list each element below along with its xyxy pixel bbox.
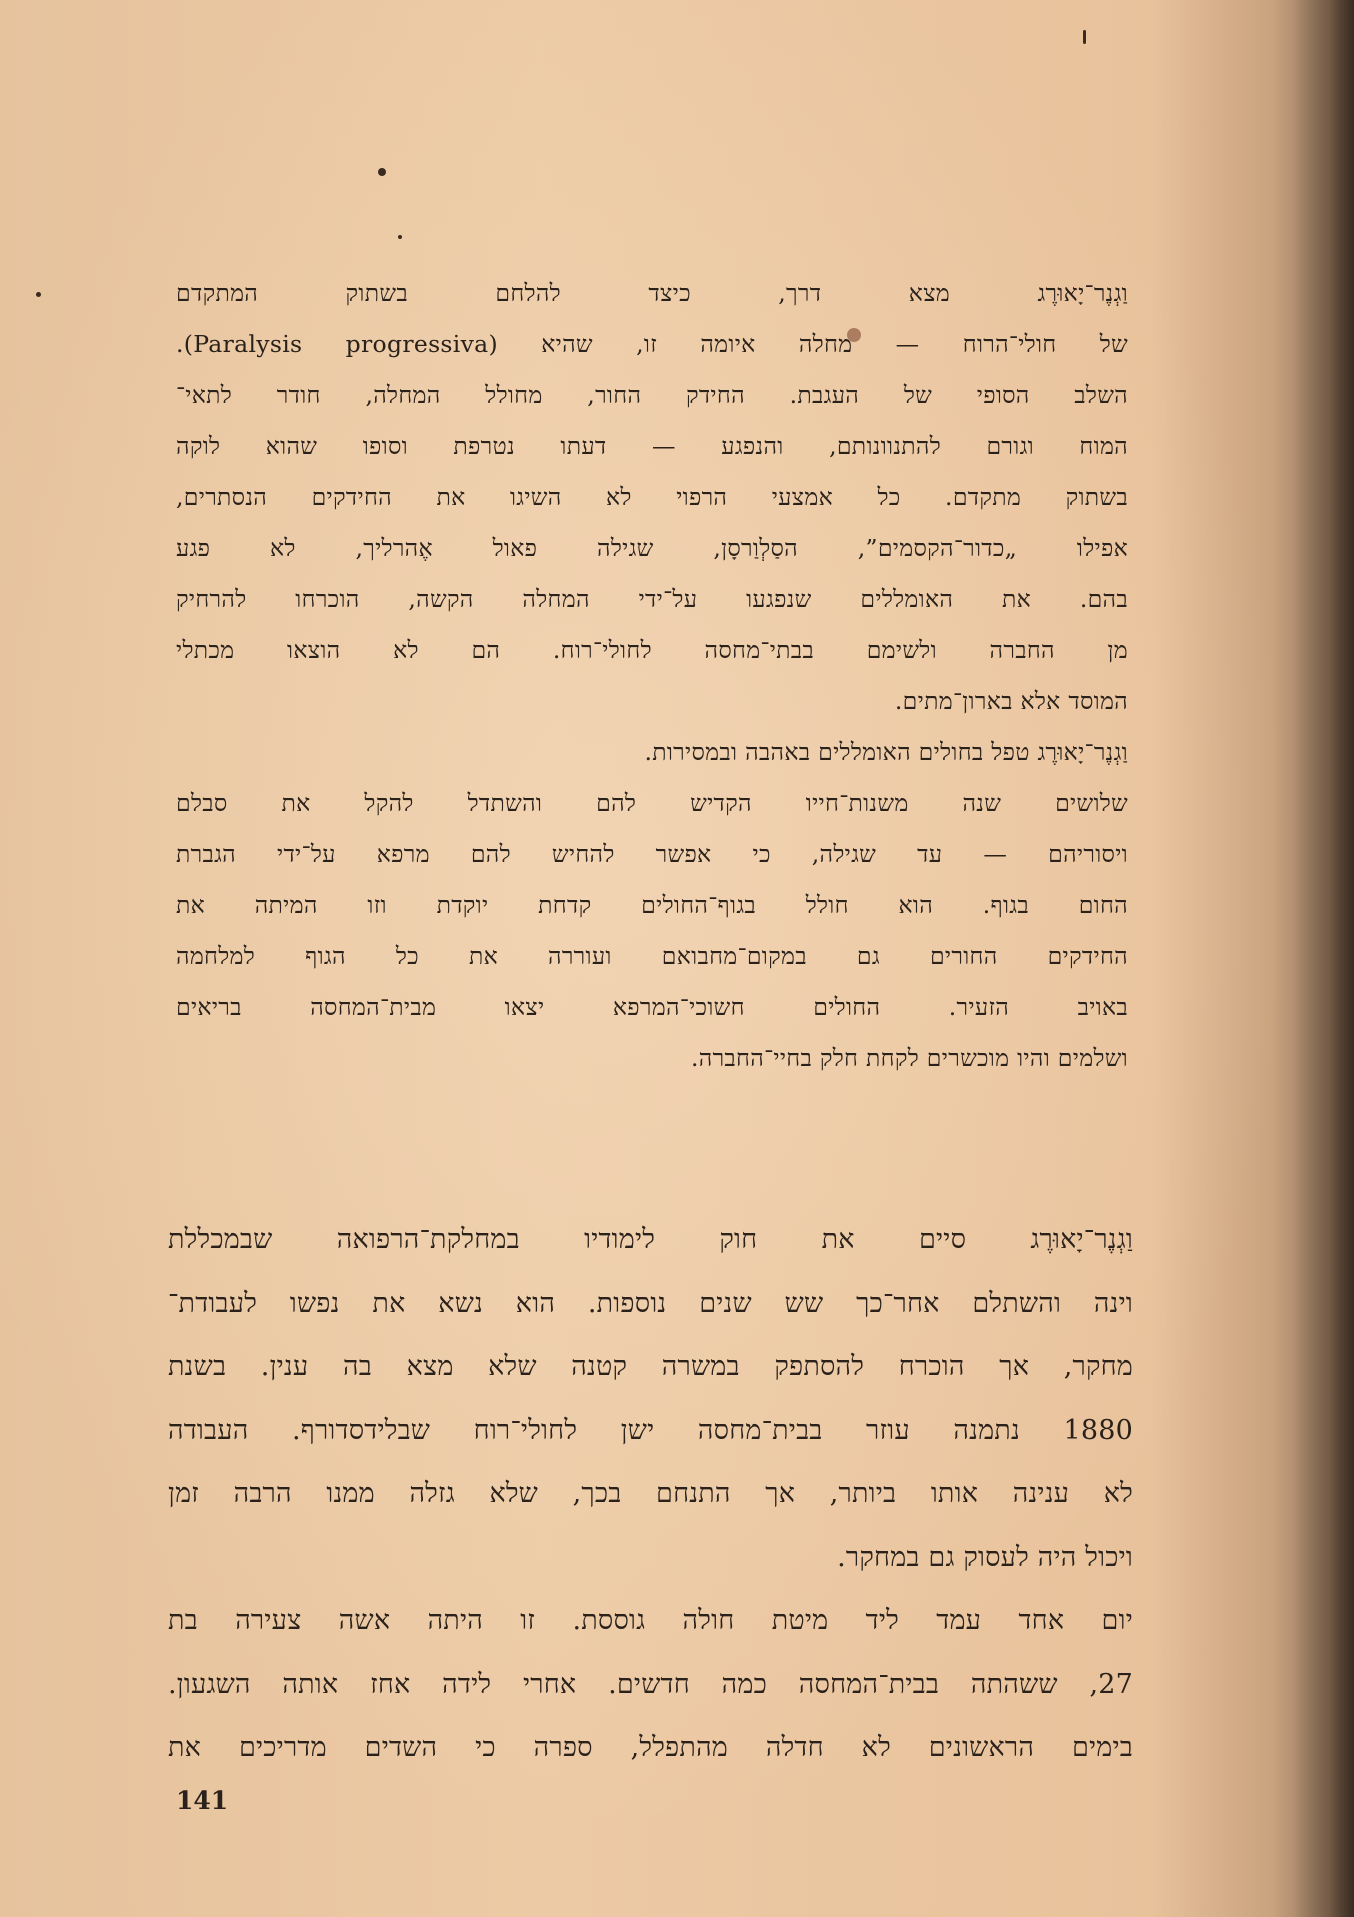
paragraph-1 [176, 268, 1128, 727]
text-line: המוסד אלא בארון־מתים. [894, 687, 1128, 715]
ink-speck [36, 292, 41, 297]
ink-speck [398, 235, 402, 239]
text-line: יום אחד עמד ליד מיטת חולה גוססת. זו היתה אשה צעירה בת [168, 1605, 1133, 1636]
text-line: מחקר, אך הוכרח להסתפק במשרה קטנה שלא מצא בה ענין. בשנת [168, 1351, 1133, 1382]
text-line: וַגְנֶר־יָאוּרֶג טפל בחולים האומללים באהבה ובמסירות. [644, 738, 1128, 766]
text-line: שלושים שנה משנות־חייו הקדיש להם והשתדל להקל את סבלם [176, 789, 1128, 817]
text-line: ויכול היה לעסוק גם במחקר. [837, 1541, 1133, 1573]
text-line: החום בגוף. הוא חולל בגוף־החולים קדחת יוקדת וזו המיתה את [176, 891, 1128, 919]
text-line: אפילו „כדור־הקסמים”, הסַלְוַרסָן, שגילה פאול אֶהרליך, לא פגע [176, 534, 1128, 562]
ink-speck [1083, 30, 1086, 44]
text-line: וַגְנֶר־יָאוּרֶג מצא דרך, כיצד להלחם בשתוק המתקדם [176, 279, 1128, 307]
text-line: המוח וגורם להתנוונותם, והנפגע — דעתו נטרפת וסופו שהוא לוקה [176, 432, 1128, 460]
text-line: החידקים החורים גם במקום־מחבואם ועוררה את כל הגוף למלחמה [176, 942, 1128, 970]
text-line: 27, ששהתה בבית־המחסה כמה חדשים. אחרי לידה אחז אותה השגעון. [168, 1668, 1133, 1700]
text-line: וַגְנֶר־יָאוּרֶג סיים את חוק לימודיו במחלקת־הרפואה שבמכללת [168, 1224, 1133, 1255]
text-line: בימים הראשונים לא חדלה מהתפלל, ספרה כי השדים מדריכים את [168, 1732, 1133, 1763]
text-line: מן החברה ולשימם בבתי־מחסה לחולי־רוח. הם לא הוצאו מכתלי [176, 636, 1128, 664]
text-section-2 [168, 1208, 1133, 1780]
text-line: לא ענינה אותו ביותר, אך התנחם בכך, שלא גזלה ממנו הרבה זמן [168, 1478, 1133, 1509]
text-line: של חולי־הרוח — מחלה איומה זו, שהיא (Paralysis progressiva). [176, 330, 1128, 358]
paragraph-2 [176, 727, 1128, 1084]
text-line: בשתוק מתקדם. כל אמצעי הרפוי לא השיגו את החידקים הנסתרים, [176, 483, 1128, 511]
paragraph-3 [168, 1208, 1133, 1589]
text-section-1 [176, 268, 1128, 1084]
text-line: 1880 נתמנה עוזר בבית־מחסה ישן לחולי־רוח שבלידסדורף. העבודה [168, 1414, 1133, 1446]
text-line: באויב הזעיר. החולים חשוכי־המרפא יצאו מבית־המחסה בריאים [176, 993, 1128, 1021]
text-line: בהם. את האומללים שנפגעו על־ידי המחלה הקשה, הוכרחו להרחיק [176, 585, 1128, 613]
text-line: וינה והשתלם אחר־כך שש שנים נוספות. הוא נשא את נפשו לעבודת־ [168, 1287, 1133, 1319]
ink-speck [378, 168, 386, 176]
page-spine-shadow [1294, 0, 1354, 1917]
paragraph-4 [168, 1589, 1133, 1780]
text-line: השלב הסופי של העגבת. החידק החור, מחולל המחלה, חודר לתאי־ [176, 381, 1128, 409]
page-number: 141 [176, 1786, 229, 1815]
text-line: ויסוריהם — עד שגילה, כי אפשר להחיש להם מרפא על־ידי הגברת [176, 840, 1128, 868]
text-line: ושלמים והיו מוכשרים לקחת חלק בחיי־החברה. [690, 1044, 1128, 1072]
